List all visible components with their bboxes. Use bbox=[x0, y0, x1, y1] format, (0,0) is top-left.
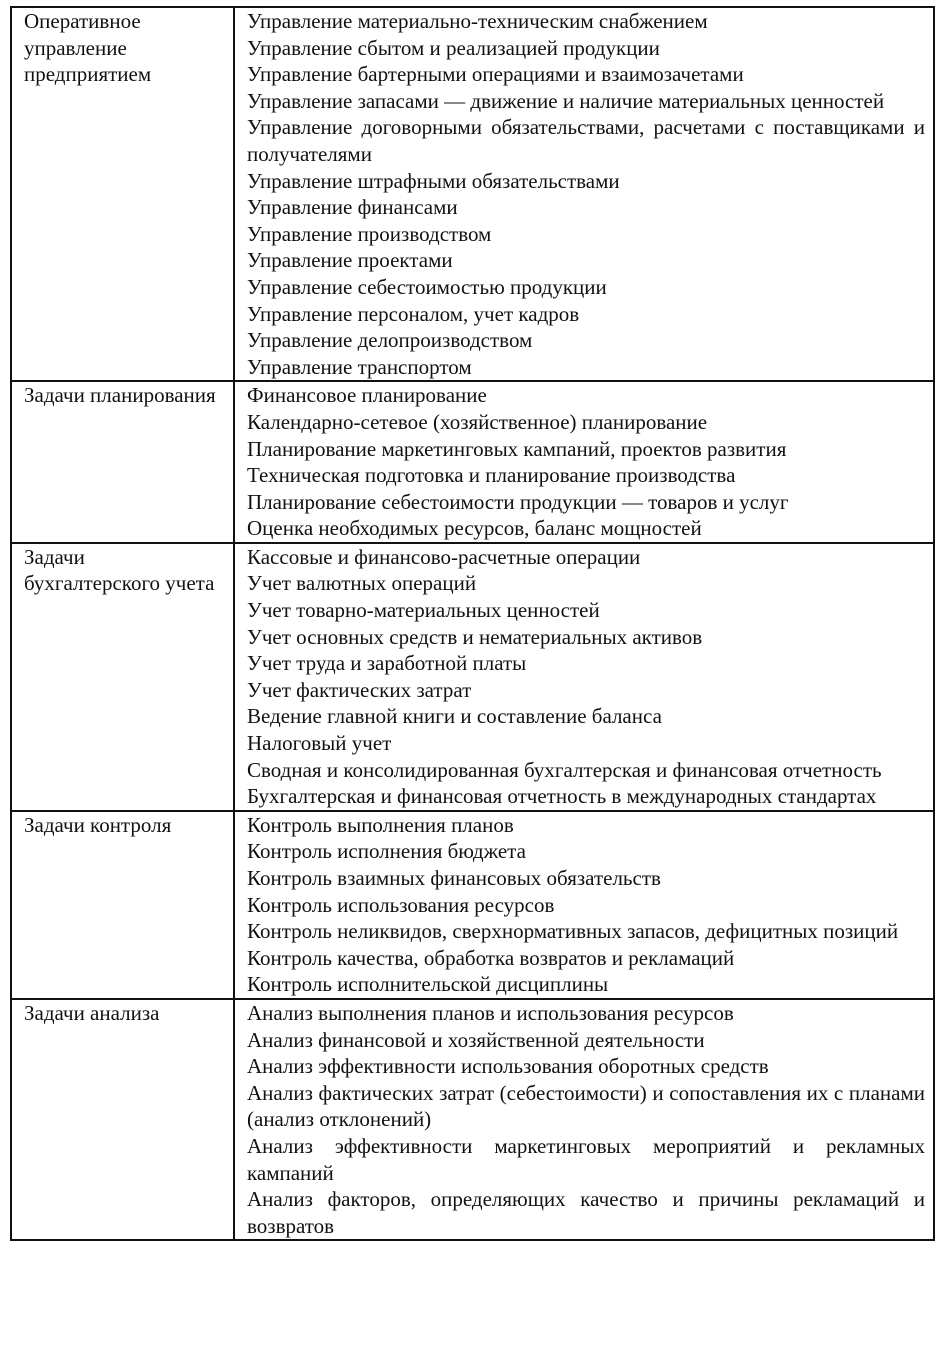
list-item: Контроль качества, обработка возвратов и рекламаций bbox=[247, 945, 735, 970]
list-item: Учет товарно-материальных ценностей bbox=[247, 598, 600, 623]
list-item: Учет основных средств и нематериальных активов bbox=[247, 624, 703, 649]
table-row bbox=[11, 543, 934, 811]
list-item: Управление финансами bbox=[247, 195, 458, 220]
list-item: Управление производством bbox=[247, 221, 492, 246]
list-item: Налоговый учет bbox=[247, 731, 392, 756]
list-item: Контроль использования ресурсов bbox=[247, 892, 555, 917]
list-item: Планирование маркетинговых кампаний, проектов развития bbox=[247, 436, 787, 461]
items-cell bbox=[234, 999, 934, 1240]
list-item: Контроль выполнения планов bbox=[247, 812, 514, 837]
items-cell bbox=[234, 381, 934, 543]
table-row bbox=[11, 999, 934, 1240]
list-item: Управление делопроизводством bbox=[247, 328, 533, 353]
list-item: Календарно-сетевое (хозяйственное) планирование bbox=[247, 409, 708, 434]
list-item: Анализ выполнения планов и использования ресурсов bbox=[247, 1000, 734, 1025]
list-item: Финансовое планирование bbox=[247, 383, 487, 408]
list-item: Управление договорными обязательствами, расчетами с поставщиками и получателями bbox=[247, 115, 925, 166]
category-cell: Задачи анализа bbox=[11, 999, 234, 1240]
category-cell: Задачи контроля bbox=[11, 811, 234, 999]
list-item: Управление бартерными операциями и взаимозачетами bbox=[247, 62, 744, 87]
table-row bbox=[11, 811, 934, 999]
list-item: Учет труда и заработной платы bbox=[247, 651, 527, 676]
items-cell bbox=[234, 7, 934, 381]
list-item: Сводная и консолидированная бухгалтерская и финансовая отчетность bbox=[247, 757, 882, 782]
list-item: Техническая подготовка и планирование производства bbox=[247, 463, 736, 488]
list-item: Оценка необходимых ресурсов, баланс мощностей bbox=[247, 516, 702, 541]
list-item: Кассовые и финансово-расчетные операции bbox=[247, 544, 641, 569]
table-row bbox=[11, 7, 934, 381]
list-item: Планирование себестоимости продукции — товаров и услуг bbox=[247, 489, 789, 514]
table-row bbox=[11, 381, 934, 543]
list-item: Управление транспортом bbox=[247, 354, 472, 379]
list-item: Учет фактических затрат bbox=[247, 677, 472, 702]
list-item: Контроль исполнительской дисциплины bbox=[247, 972, 609, 997]
list-item: Бухгалтерская и финансовая отчетность в международных стандартах bbox=[247, 784, 877, 809]
list-item: Анализ эффективности использования оборотных средств bbox=[247, 1054, 769, 1079]
items-cell bbox=[234, 811, 934, 999]
list-item: Анализ факторов, определяющих качество и причины рекламаций и возвратов bbox=[247, 1187, 925, 1238]
list-item: Управление материально-техническим снабжением bbox=[247, 9, 708, 33]
list-item: Анализ финансовой и хозяйственной деятельности bbox=[247, 1027, 705, 1052]
enterprise-tasks-table bbox=[10, 6, 935, 1241]
list-item: Управление себестоимостью продукции bbox=[247, 274, 607, 299]
list-item: Управление штрафными обязательствами bbox=[247, 168, 620, 193]
list-item: Контроль исполнения бюджета bbox=[247, 839, 526, 864]
document-page bbox=[10, 6, 933, 1241]
list-item: Анализ эффективности маркетинговых мероприятий и рекламных кампаний bbox=[247, 1133, 925, 1185]
list-item: Управление персоналом, учет кадров bbox=[247, 301, 580, 326]
items-cell bbox=[234, 543, 934, 811]
list-item: Ведение главной книги и составление баланса bbox=[247, 704, 662, 729]
list-item: Контроль неликвидов, сверхнормативных запасов, дефицитных позиций bbox=[247, 919, 899, 944]
category-cell: Задачи планирования bbox=[11, 381, 234, 543]
list-item: Анализ фактических затрат (себестоимости) и сопоставления их с планами (анализ отклонений) bbox=[247, 1080, 925, 1132]
category-cell: Задачи бухгалтерского учета bbox=[11, 543, 234, 811]
list-item: Учет валютных операций bbox=[247, 571, 477, 596]
list-item: Контроль взаимных финансовых обязательств bbox=[247, 866, 661, 890]
list-item: Управление сбытом и реализацией продукции bbox=[247, 35, 660, 60]
list-item: Управление проектами bbox=[247, 248, 453, 273]
category-cell: Оперативное управление предприятием bbox=[11, 7, 234, 381]
list-item: Управление запасами — движение и наличие материальных ценностей bbox=[247, 88, 885, 113]
